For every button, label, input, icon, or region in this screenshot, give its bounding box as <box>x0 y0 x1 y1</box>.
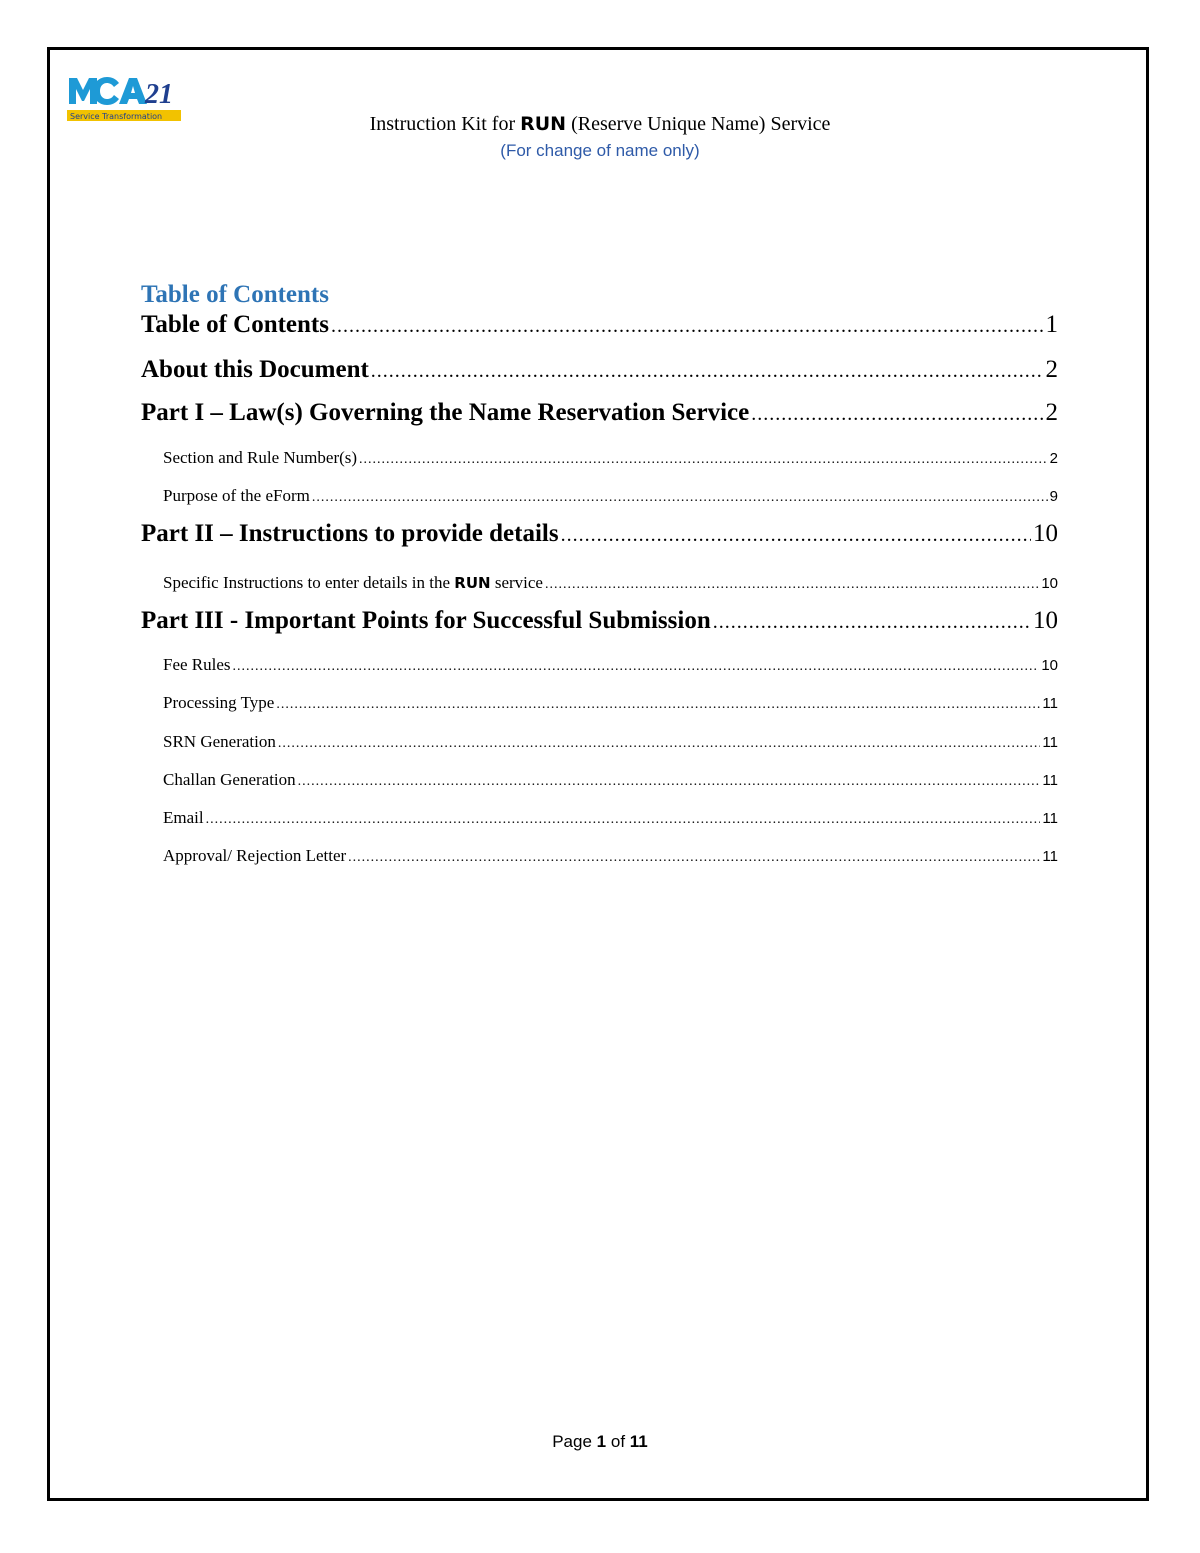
toc-entry[interactable]: About this Document ..... 2 <box>141 356 1058 384</box>
toc-entry[interactable]: Purpose of the eForm ..... 9 <box>163 486 1058 506</box>
run-brand: RUN <box>454 574 491 592</box>
toc-entry[interactable]: SRN Generation ..... 11 <box>163 732 1058 752</box>
svg-text:21: 21 <box>145 79 173 110</box>
dot-leader <box>206 812 1041 828</box>
toc-heading: Table of Contents <box>141 281 329 308</box>
dot-leader <box>751 403 1043 426</box>
toc-entry[interactable]: Approval/ Rejection Letter ..... 11 <box>163 846 1058 866</box>
dot-leader <box>713 611 1031 634</box>
toc-entry[interactable]: Fee Rules ..... 10 <box>163 655 1058 675</box>
dot-leader <box>545 577 1039 593</box>
run-brand: RUN <box>520 113 567 135</box>
dot-leader <box>298 774 1041 790</box>
dot-leader <box>276 697 1040 713</box>
page-footer: Page 1 of 11 <box>552 1432 648 1451</box>
toc-entry[interactable]: Section and Rule Number(s) ..... 2 <box>163 448 1058 468</box>
dot-leader <box>312 490 1048 506</box>
dot-leader <box>561 524 1031 547</box>
toc-entry[interactable]: Processing Type ..... 11 <box>163 693 1058 713</box>
logo-tagline: Service Transformation <box>70 112 163 121</box>
toc-entry[interactable]: Part I – Law(s) Governing the Name Reservation Service ..... 2 <box>141 399 1058 427</box>
dot-leader <box>359 452 1048 468</box>
dot-leader <box>233 659 1040 675</box>
toc-entry[interactable]: Email ..... 11 <box>163 808 1058 828</box>
dot-leader <box>371 360 1044 383</box>
document-subtitle: (For change of name only) <box>500 141 700 160</box>
dot-leader <box>348 850 1040 866</box>
toc-entry[interactable]: Specific Instructions to enter details in the RUN service ..... 10 <box>163 573 1058 593</box>
dot-leader <box>278 736 1041 752</box>
toc-entry[interactable]: Challan Generation ..... 11 <box>163 770 1058 790</box>
toc-entry[interactable]: Part II – Instructions to provide details ..... 10 <box>141 520 1058 548</box>
document-title: Instruction Kit for RUN (Reserve Unique Name) Service <box>369 113 831 135</box>
dot-leader <box>331 315 1044 338</box>
toc-entry[interactable]: Table of Contents ..... 1 <box>141 311 1058 339</box>
toc-entry[interactable]: Part III - Important Points for Successful Submission ..... 10 <box>141 607 1058 635</box>
